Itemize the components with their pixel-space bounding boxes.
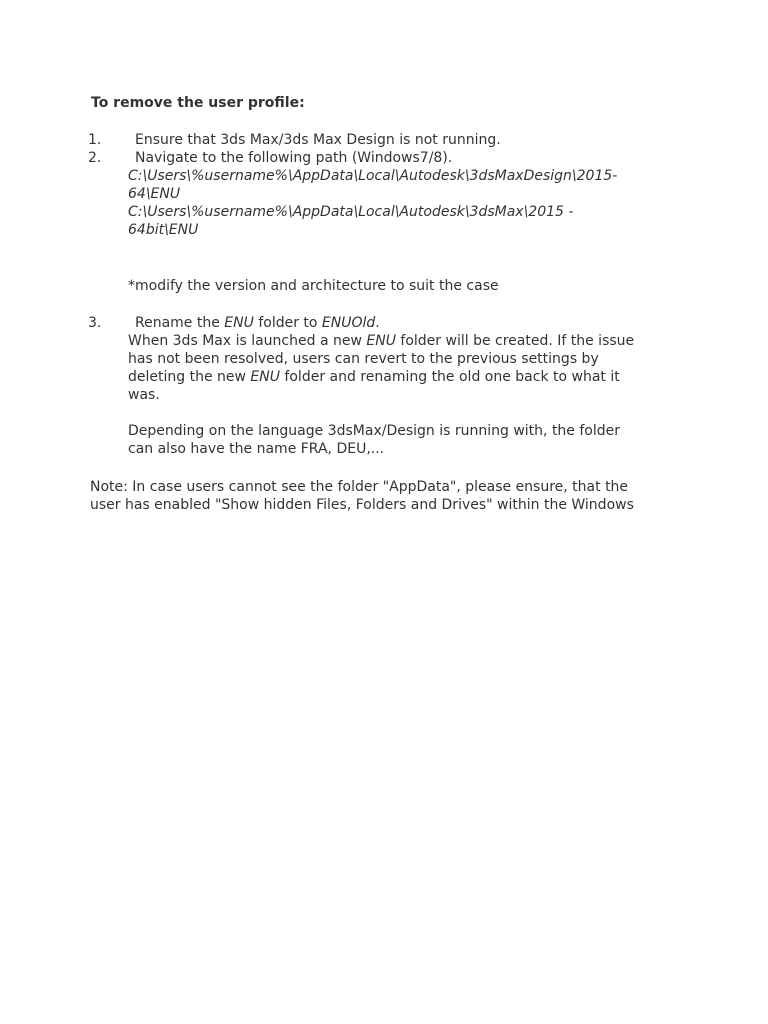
- text-run: deleting the new: [128, 369, 251, 385]
- step-3-para-1-line-2: has not been resolved, users can revert to the previous settings by: [128, 351, 599, 367]
- note-line-1: Note: In case users cannot see the folder "AppData", please ensure, that the: [90, 479, 629, 495]
- step-2-number: 2.: [88, 150, 102, 166]
- text-run: When 3ds Max is launched a new: [128, 333, 367, 349]
- path-max-line-1-text: C:\Users\%username%\AppData\Local\Autodesk\3dsMax\2015 -: [128, 204, 574, 220]
- text-run: folder and renaming the old one back to what it: [279, 369, 620, 385]
- rename-prefix: Rename the: [135, 315, 225, 331]
- path-design-line-1-text: C:\Users\%username%\AppData\Local\Autodesk\3dsMaxDesign\2015-: [128, 168, 618, 184]
- folder-name: ENU: [366, 333, 396, 349]
- path-design-line-2-text: 64\ENU: [128, 186, 181, 202]
- step-1-text: Ensure that 3ds Max/3ds Max Design is not running.: [135, 132, 501, 148]
- step-2-text: Navigate to the following path (Windows7/8).: [135, 150, 453, 166]
- step-3-para-2-line-2: can also have the name FRA, DEU,...: [128, 441, 385, 457]
- path-max-line-2: [128, 221, 198, 239]
- step-3-number: 3.: [88, 315, 102, 331]
- rename-mid: folder to: [253, 315, 322, 331]
- rename-end: .: [375, 315, 380, 331]
- step-1-number: 1.: [88, 132, 102, 148]
- text-run: folder will be created. If the issue: [395, 333, 635, 349]
- note-line-2: user has enabled "Show hidden Files, Folders and Drives" within the Windows: [90, 497, 634, 513]
- path-max-line-2-text: 64bit\ENU: [128, 222, 199, 238]
- modify-note: *modify the version and architecture to suit the case: [128, 278, 499, 294]
- folder-name: ENU: [250, 369, 280, 385]
- step-3-para-1-line-1: [128, 332, 634, 350]
- path-max-line-1: [128, 203, 573, 221]
- step-3-text: [135, 314, 380, 332]
- path-design-line-1: [128, 167, 617, 185]
- step-3-para-1-line-4: was.: [128, 387, 160, 403]
- rename-folder: ENU: [224, 315, 254, 331]
- section-heading: To remove the user profile:: [91, 95, 305, 111]
- path-design-line-2: [128, 185, 180, 203]
- step-3-para-1-line-3: [128, 368, 620, 386]
- step-3-para-2-line-1: Depending on the language 3dsMax/Design is running with, the folder: [128, 423, 621, 439]
- rename-new-name: ENUOld: [321, 315, 376, 331]
